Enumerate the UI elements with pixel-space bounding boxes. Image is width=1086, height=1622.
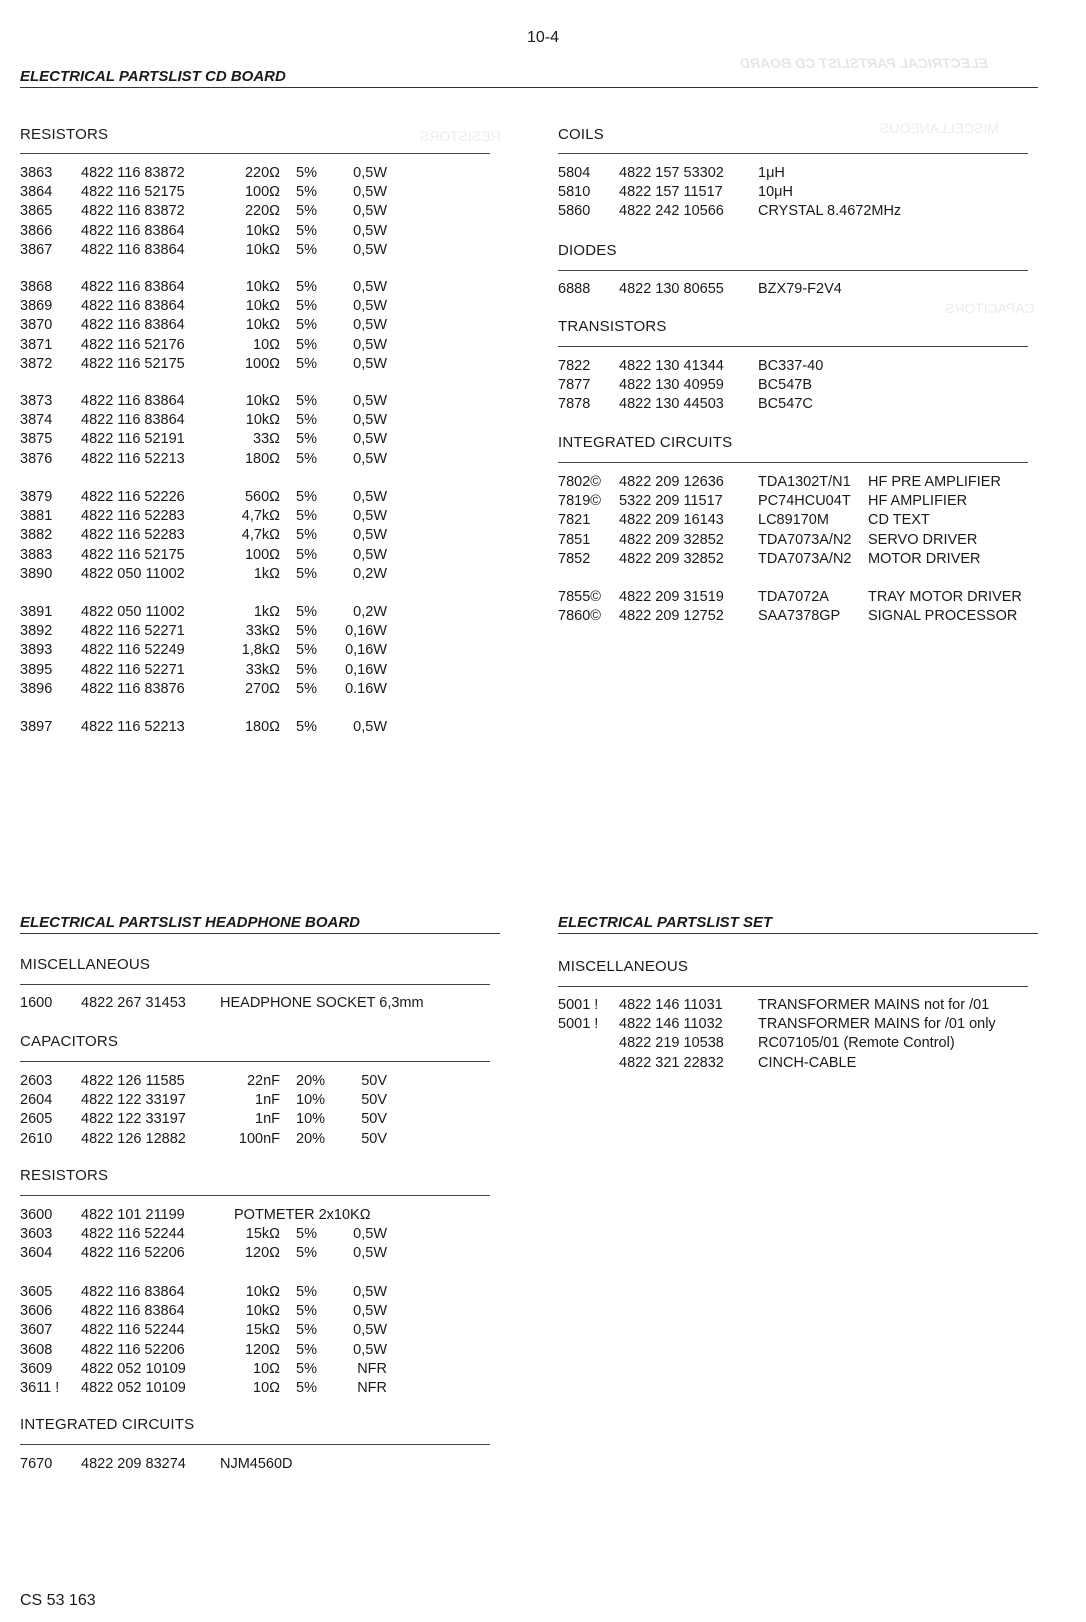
- part-value: 33kΩ: [245, 661, 280, 678]
- part-number: 4822 116 52213: [81, 450, 185, 467]
- part-value: 10kΩ: [245, 298, 280, 315]
- tolerance: 5%: [296, 642, 317, 659]
- part-number: 4822 209 12636: [619, 474, 724, 490]
- part-value: 10kΩ: [245, 241, 280, 258]
- ic-function: MOTOR DRIVER: [868, 550, 981, 567]
- rating: 50V: [361, 1130, 387, 1147]
- part-number: 4822 116 52283: [81, 527, 185, 544]
- position-code: 5810: [558, 184, 591, 201]
- part-value: 180Ω: [244, 450, 280, 467]
- position-code: 3868: [20, 279, 53, 295]
- part-value: 1nF: [255, 1111, 280, 1128]
- position-code: 7852: [558, 550, 591, 567]
- part-value: 220Ω: [244, 203, 280, 220]
- part-value: 10Ω: [253, 1360, 280, 1377]
- tolerance: 5%: [296, 1245, 317, 1262]
- part-number: 4822 050 11002: [81, 565, 185, 582]
- part-description: CRYSTAL 8.4672MHz: [758, 203, 902, 220]
- rating: 0,5W: [353, 222, 387, 239]
- part-number: 4822 116 83872: [81, 203, 185, 220]
- tolerance: 5%: [296, 279, 317, 295]
- position-code: 1600: [20, 995, 53, 1011]
- part-description: BC547B: [758, 377, 813, 394]
- tolerance: 10%: [296, 1111, 326, 1128]
- part-description: TRANSFORMER MAINS not for /01: [758, 997, 990, 1013]
- page-number: 10-4: [526, 29, 560, 46]
- tolerance: 5%: [296, 203, 317, 220]
- position-code: 3873: [20, 393, 53, 409]
- tolerance: 5%: [296, 489, 317, 505]
- part-value: 120Ω: [244, 1341, 280, 1358]
- part-number: 4822 101 21199: [81, 1207, 185, 1223]
- part-description: BC547C: [758, 396, 813, 413]
- part-number: 4822 116 83864: [81, 1284, 185, 1300]
- divider: [558, 270, 1028, 271]
- tolerance: 5%: [296, 1322, 317, 1339]
- tolerance: 5%: [296, 431, 317, 448]
- part-number: 4822 157 53302: [619, 165, 724, 181]
- position-code: 7819©: [558, 493, 601, 510]
- part-number: 4822 116 83876: [81, 680, 185, 697]
- ic-type: TDA7072A: [758, 589, 829, 605]
- part-number: 4822 267 31453: [81, 995, 186, 1011]
- position-code: 3871: [20, 336, 53, 353]
- position-code: 3866: [20, 222, 53, 239]
- tolerance: 5%: [296, 604, 317, 620]
- tolerance: 5%: [296, 1380, 317, 1396]
- position-code: 7670: [20, 1456, 53, 1472]
- tolerance: 5%: [296, 623, 317, 640]
- part-number: 4822 116 52206: [81, 1245, 185, 1262]
- part-number: 4822 116 52175: [81, 546, 185, 563]
- position-code: 7855©: [558, 589, 601, 605]
- position-code: 7822: [558, 358, 591, 374]
- rating: 0,5W: [353, 431, 387, 448]
- rating: 0,5W: [353, 719, 387, 735]
- rating: 0,5W: [353, 203, 387, 220]
- rating: 0,5W: [353, 241, 387, 258]
- tolerance: 5%: [296, 546, 317, 563]
- ic-type: SAA7378GP: [758, 608, 841, 625]
- rating: 0,2W: [353, 604, 387, 620]
- rating: 0,5W: [353, 508, 387, 525]
- tolerance: 5%: [296, 393, 317, 409]
- position-code: 3609: [20, 1360, 53, 1377]
- ic-type: TDA7073A/N2: [758, 531, 852, 548]
- rating: 50V: [361, 1073, 387, 1089]
- position-code: 7877: [558, 377, 591, 394]
- position-code: 3608: [20, 1341, 53, 1358]
- tolerance: 20%: [296, 1130, 326, 1147]
- position-code: 3882: [20, 527, 53, 544]
- part-value: 10kΩ: [245, 412, 280, 429]
- position-code: 3605: [20, 1284, 53, 1300]
- part-number: 4822 116 52176: [81, 336, 185, 353]
- position-code: 3869: [20, 298, 53, 315]
- rating: 0,5W: [353, 393, 387, 409]
- cd-resistors-heading: RESISTORS: [20, 126, 109, 143]
- divider: [20, 1061, 490, 1062]
- part-number: 4822 146 11032: [619, 1016, 723, 1033]
- set-misc-heading: MISCELLANEOUS: [558, 958, 689, 975]
- rating: NFR: [357, 1380, 387, 1396]
- tolerance: 5%: [296, 317, 317, 334]
- part-value: 1kΩ: [253, 604, 280, 620]
- part-number: 4822 116 52226: [81, 489, 185, 505]
- part-number: 4822 116 83864: [81, 241, 185, 258]
- tolerance: 5%: [296, 1360, 317, 1377]
- part-description: 10μH: [758, 184, 793, 201]
- position-code: 3895: [20, 661, 53, 678]
- ic-type: LC89170M: [758, 512, 829, 529]
- tolerance: 5%: [296, 661, 317, 678]
- divider: [20, 1195, 490, 1196]
- part-description: BC337-40: [758, 358, 824, 374]
- part-number: 4822 209 83274: [81, 1456, 186, 1472]
- divider: [558, 462, 1028, 463]
- part-number: 4822 209 12752: [619, 608, 724, 625]
- cd-transistors-heading: TRANSISTORS: [558, 318, 667, 335]
- position-code: 5860: [558, 203, 591, 220]
- show-through-resistors: RESISTORS: [420, 128, 501, 144]
- divider: [558, 153, 1028, 154]
- part-number: 4822 116 52191: [81, 431, 185, 448]
- part-number: 4822 126 12882: [81, 1130, 186, 1147]
- part-number: 4822 116 83864: [81, 1303, 185, 1320]
- part-description: 1μH: [758, 165, 785, 181]
- part-value: 100Ω: [244, 546, 280, 563]
- tolerance: 5%: [296, 450, 317, 467]
- position-code: 7878: [558, 396, 591, 413]
- part-number: 4822 116 83864: [81, 279, 185, 295]
- part-value: 1,8kΩ: [241, 642, 280, 659]
- tolerance: 5%: [296, 336, 317, 353]
- part-number: 4822 130 44503: [619, 396, 724, 413]
- ic-type: TDA7073A/N2: [758, 550, 852, 567]
- rating: 0,5W: [353, 1284, 387, 1300]
- hp-ics-heading: INTEGRATED CIRCUITS: [20, 1416, 195, 1433]
- part-number: 5322 209 11517: [619, 493, 723, 510]
- position-code: 2603: [20, 1073, 53, 1089]
- position-code: 3864: [20, 184, 53, 201]
- part-number: 4822 116 83864: [81, 298, 185, 315]
- position-code: 3890: [20, 565, 53, 582]
- rating: 0,5W: [353, 1226, 387, 1242]
- position-code: 3881: [20, 508, 53, 525]
- rating: 0,16W: [345, 661, 387, 678]
- divider: [558, 986, 1028, 987]
- part-number: 4822 050 11002: [81, 604, 185, 620]
- part-number: 4822 116 83864: [81, 412, 185, 429]
- part-value: 33Ω: [253, 431, 280, 448]
- tolerance: 5%: [296, 680, 317, 697]
- part-value: 1nF: [255, 1092, 280, 1109]
- tolerance: 5%: [296, 355, 317, 372]
- part-number: 4822 146 11031: [619, 997, 723, 1013]
- part-value: 10kΩ: [245, 1284, 280, 1300]
- position-code: 3879: [20, 489, 53, 505]
- part-value: 100Ω: [244, 355, 280, 372]
- position-code: 3874: [20, 412, 53, 429]
- part-value: 100Ω: [244, 184, 280, 201]
- position-code: 3606: [20, 1303, 53, 1320]
- rating: 0,5W: [353, 317, 387, 334]
- ic-type: PC74HCU04T: [758, 493, 851, 510]
- part-description: TRANSFORMER MAINS for /01 only: [758, 1016, 996, 1033]
- part-number: 4822 116 83864: [81, 393, 185, 409]
- cd-diodes-heading: DIODES: [558, 242, 617, 259]
- tolerance: 5%: [296, 1284, 317, 1300]
- set-title: ELECTRICAL PARTSLIST SET: [558, 914, 1038, 934]
- cd-coils-heading: COILS: [558, 126, 605, 143]
- tolerance: 5%: [296, 527, 317, 544]
- tolerance: 5%: [296, 1303, 317, 1320]
- tolerance: 5%: [296, 184, 317, 201]
- position-code: 3892: [20, 623, 53, 640]
- tolerance: 5%: [296, 222, 317, 239]
- tolerance: 5%: [296, 565, 317, 582]
- part-number: 4822 116 52175: [81, 355, 185, 372]
- part-value: 10kΩ: [245, 222, 280, 239]
- part-number: 4822 209 32852: [619, 531, 724, 548]
- part-number: 4822 116 52271: [81, 623, 185, 640]
- part-value: 4,7kΩ: [241, 508, 280, 525]
- part-number: 4822 116 52244: [81, 1226, 185, 1242]
- part-value: 1kΩ: [253, 565, 280, 582]
- position-code: 3897: [20, 719, 53, 735]
- position-code: 3604: [20, 1245, 53, 1262]
- position-code: 7802©: [558, 474, 601, 490]
- position-code: 3875: [20, 431, 53, 448]
- part-description: BZX79-F2V4: [758, 281, 842, 297]
- part-value: 33kΩ: [245, 623, 280, 640]
- rating: 0,5W: [353, 489, 387, 505]
- part-value: 180Ω: [244, 719, 280, 735]
- cd-board-title: ELECTRICAL PARTSLIST CD BOARD: [20, 68, 1038, 88]
- part-value: 15kΩ: [245, 1226, 280, 1242]
- rating: 0,5W: [353, 1341, 387, 1358]
- part-value: 10Ω: [253, 336, 280, 353]
- rating: 0,5W: [353, 165, 387, 181]
- part-number: 4822 209 32852: [619, 550, 724, 567]
- part-value: 10Ω: [253, 1380, 280, 1396]
- hp-misc-heading: MISCELLANEOUS: [20, 956, 151, 973]
- tolerance: 5%: [296, 241, 317, 258]
- hp-resistors-heading: RESISTORS: [20, 1167, 109, 1184]
- part-value: 220Ω: [244, 165, 280, 181]
- rating: 0,5W: [353, 546, 387, 563]
- divider: [20, 153, 490, 154]
- rating: 0,5W: [353, 1322, 387, 1339]
- rating: NFR: [357, 1360, 387, 1377]
- part-number: 4822 242 10566: [619, 203, 724, 220]
- part-number: 4822 130 40959: [619, 377, 724, 394]
- part-number: 4822 116 52283: [81, 508, 185, 525]
- position-code: 3600: [20, 1207, 53, 1223]
- position-code: 3891: [20, 604, 53, 620]
- part-value: 4,7kΩ: [241, 527, 280, 544]
- part-description: RC07105/01 (Remote Control): [758, 1035, 955, 1052]
- part-value: 120Ω: [244, 1245, 280, 1262]
- divider: [20, 984, 490, 985]
- part-description: POTMETER 2x10KΩ: [234, 1207, 371, 1223]
- position-code: 3611 !: [20, 1380, 60, 1396]
- rating: 0,5W: [353, 336, 387, 353]
- divider: [20, 1444, 490, 1445]
- part-number: 4822 122 33197: [81, 1111, 186, 1128]
- rating: 0,5W: [353, 279, 387, 295]
- tolerance: 5%: [296, 508, 317, 525]
- ic-function: SIGNAL PROCESSOR: [868, 608, 1018, 625]
- tolerance: 20%: [296, 1073, 326, 1089]
- rating: 0,16W: [345, 642, 387, 659]
- part-number: 4822 130 80655: [619, 281, 724, 297]
- part-number: 4822 116 83872: [81, 165, 185, 181]
- part-value: 10kΩ: [245, 317, 280, 334]
- tolerance: 5%: [296, 165, 317, 181]
- rating: 50V: [361, 1111, 387, 1128]
- part-description: CINCH-CABLE: [758, 1054, 857, 1071]
- tolerance: 5%: [296, 298, 317, 315]
- rating: 0,5W: [353, 527, 387, 544]
- position-code: 3893: [20, 642, 53, 659]
- position-code: 3603: [20, 1226, 53, 1242]
- position-code: 5001 !: [558, 1016, 599, 1033]
- part-number: 4822 116 83864: [81, 317, 185, 334]
- part-number: 4822 126 11585: [81, 1073, 185, 1089]
- rating: 0,5W: [353, 298, 387, 315]
- rating: 0,5W: [353, 1303, 387, 1320]
- part-number: 4822 321 22832: [619, 1054, 724, 1071]
- show-through-title: ELECTRICAL PARTSLIST CD BOARD: [740, 55, 989, 71]
- part-value: 10kΩ: [245, 279, 280, 295]
- ic-function: CD TEXT: [868, 512, 930, 529]
- position-code: 3876: [20, 450, 53, 467]
- cd-ics-heading: INTEGRATED CIRCUITS: [558, 434, 733, 451]
- footer-code: CS 53 163: [20, 1592, 96, 1609]
- rating: 0,5W: [353, 1245, 387, 1262]
- part-number: 4822 122 33197: [81, 1092, 186, 1109]
- position-code: 5001 !: [558, 997, 599, 1013]
- position-code: 3883: [20, 546, 53, 563]
- part-number: 4822 209 16143: [619, 512, 724, 529]
- ic-function: HF AMPLIFIER: [868, 493, 968, 510]
- headphone-board-title: ELECTRICAL PARTSLIST HEADPHONE BOARD: [20, 914, 500, 934]
- ic-type: TDA1302T/N1: [758, 474, 851, 490]
- tolerance: 5%: [296, 1341, 317, 1358]
- part-description: HEADPHONE SOCKET 6,3mm: [220, 995, 424, 1011]
- part-number: 4822 130 41344: [619, 358, 724, 374]
- part-value: 270Ω: [244, 680, 280, 697]
- part-number: 4822 116 83864: [81, 222, 185, 239]
- part-number: 4822 209 31519: [619, 589, 724, 605]
- position-code: 3872: [20, 355, 53, 372]
- part-number: 4822 116 52206: [81, 1341, 185, 1358]
- part-value: 100nF: [238, 1130, 280, 1147]
- rating: 0.16W: [345, 680, 387, 697]
- part-number: 4822 219 10538: [619, 1035, 724, 1052]
- ic-function: TRAY MOTOR DRIVER: [868, 589, 1022, 605]
- rating: 0,16W: [345, 623, 387, 640]
- part-value: 15kΩ: [245, 1322, 280, 1339]
- position-code: 7851: [558, 531, 591, 548]
- position-code: 3607: [20, 1322, 53, 1339]
- position-code: 2605: [20, 1111, 53, 1128]
- part-value: 22nF: [246, 1073, 280, 1089]
- position-code: 6888: [558, 281, 591, 297]
- divider: [558, 346, 1028, 347]
- part-number: 4822 052 10109: [81, 1380, 186, 1396]
- rating: 0,5W: [353, 450, 387, 467]
- part-number: 4822 116 52271: [81, 661, 185, 678]
- part-number: 4822 052 10109: [81, 1360, 186, 1377]
- rating: 0,5W: [353, 355, 387, 372]
- part-number: 4822 116 52175: [81, 184, 185, 201]
- position-code: 2610: [20, 1130, 53, 1147]
- tolerance: 10%: [296, 1092, 326, 1109]
- position-code: 7860©: [558, 608, 601, 625]
- position-code: 3865: [20, 203, 53, 220]
- position-code: 3896: [20, 680, 53, 697]
- rating: 50V: [361, 1092, 387, 1109]
- part-description: NJM4560D: [220, 1456, 293, 1472]
- ic-function: SERVO DRIVER: [868, 531, 978, 548]
- part-number: 4822 116 52244: [81, 1322, 185, 1339]
- position-code: 3870: [20, 317, 53, 334]
- tolerance: 5%: [296, 719, 317, 735]
- part-number: 4822 116 52213: [81, 719, 185, 735]
- ic-function: HF PRE AMPLIFIER: [868, 474, 1001, 490]
- show-through-capacitors: CAPACITORS: [945, 300, 1035, 316]
- part-value: 560Ω: [244, 489, 280, 505]
- rating: 0,5W: [353, 184, 387, 201]
- position-code: 7821: [558, 512, 591, 529]
- position-code: 2604: [20, 1092, 53, 1109]
- show-through-misc: MISCELLANEOUS: [880, 120, 1000, 136]
- position-code: 3867: [20, 241, 53, 258]
- part-value: 10kΩ: [245, 1303, 280, 1320]
- part-number: 4822 116 52249: [81, 642, 185, 659]
- part-value: 10kΩ: [245, 393, 280, 409]
- tolerance: 5%: [296, 412, 317, 429]
- position-code: 3863: [20, 165, 53, 181]
- hp-capacitors-heading: CAPACITORS: [20, 1033, 119, 1050]
- rating: 0,5W: [353, 412, 387, 429]
- rating: 0,2W: [353, 565, 387, 582]
- position-code: 5804: [558, 165, 591, 181]
- tolerance: 5%: [296, 1226, 317, 1242]
- part-number: 4822 157 11517: [619, 184, 723, 201]
